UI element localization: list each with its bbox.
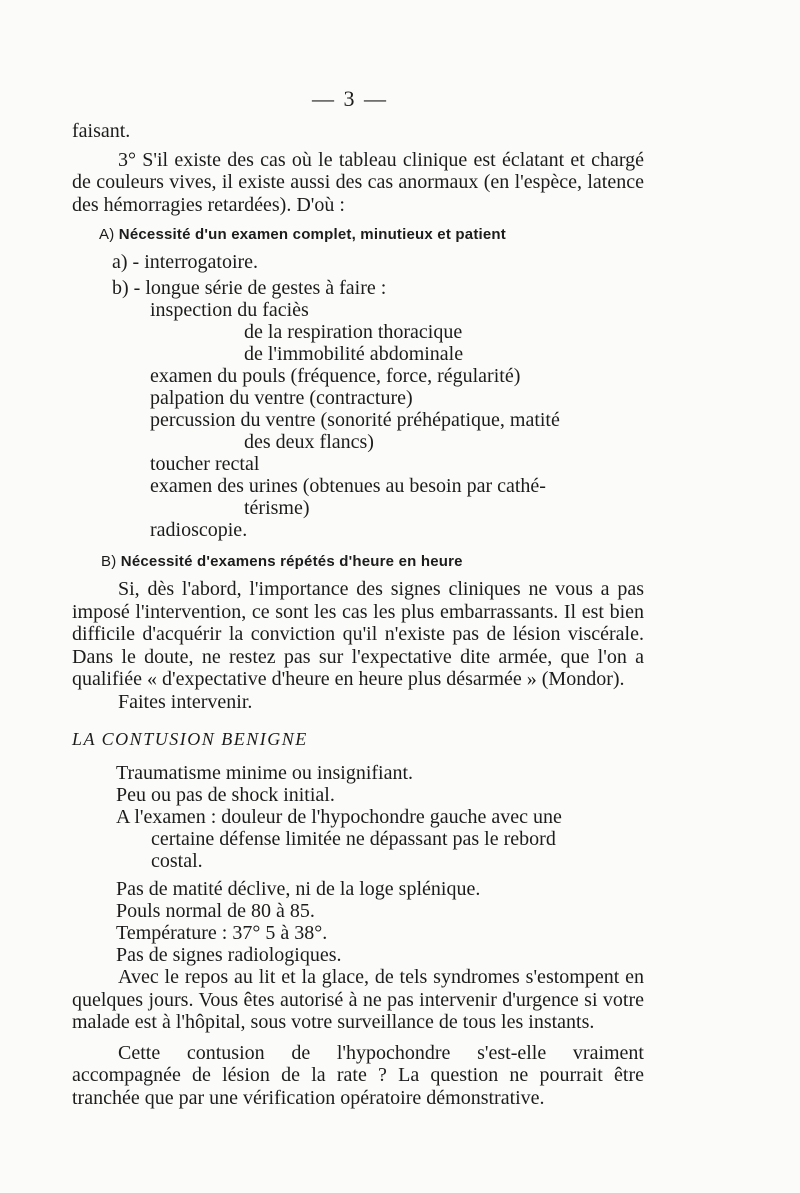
gesture-percussion: percussion du ventre (sonorité préhépatique, matité xyxy=(150,409,560,431)
contusion-line-5: Pouls normal de 80 à 85. xyxy=(116,900,315,922)
intro-line: faisant. xyxy=(72,120,131,142)
contusion-final-paragraph: Cette contusion de l'hypochondre s'est-elle vraiment accompagnée de lésion de la rate ? La question ne pourrait être tranchée que par une vérification opératoire démonstrative. xyxy=(72,1041,644,1109)
gesture-inspection: inspection du faciès xyxy=(150,299,309,321)
contusion-line-1: Traumatisme minime ou insignifiant. xyxy=(116,762,414,784)
contusion-line-6: Température : 37° 5 à 38°. xyxy=(116,922,328,944)
contusion-line-3-cont-2: costal. xyxy=(151,850,203,872)
gesture-immobilite: de l'immobilité abdominale xyxy=(244,343,464,365)
section-b-heading xyxy=(101,553,644,570)
gesture-terisme: térisme) xyxy=(244,497,310,519)
gesture-respiration: de la respiration thoracique xyxy=(244,321,463,343)
contusion-line-3: A l'examen : douleur de l'hypochondre gauche avec une xyxy=(116,806,562,828)
contusion-paragraph: Avec le repos au lit et la glace, de tels syndromes s'estompent en quelques jours. Vous êtes autorisé à ne pas intervenir d'urgence si votre malade est à l'hôpital, sous votre surveillance de tous les instants. xyxy=(72,966,644,1033)
gesture-flancs: des deux flancs) xyxy=(244,431,374,453)
item-a: a) - interrogatoire. xyxy=(112,251,259,273)
gesture-pouls: examen du pouls (fréquence, force, régularité) xyxy=(150,365,521,387)
contusion-title: LA CONTUSION BENIGNE xyxy=(72,729,308,749)
contusion-line-4: Pas de matité déclive, ni de la loge splénique. xyxy=(116,878,481,900)
gesture-urines: examen des urines (obtenues au besoin par cathé- xyxy=(150,475,546,497)
section-a-label: A) xyxy=(99,226,115,243)
item-b: b) - longue série de gestes à faire : xyxy=(112,277,387,299)
gesture-palpation: palpation du ventre (contracture) xyxy=(150,387,413,409)
gesture-toucher: toucher rectal xyxy=(150,453,260,475)
section-a-title: Nécessité d'un examen complet, minutieux et patient xyxy=(118,226,506,243)
page-body xyxy=(72,120,644,1109)
section-b-closing: Faites intervenir. xyxy=(118,690,253,713)
section-b-label: B) xyxy=(101,553,117,570)
contusion-line-3-cont-1: certaine défense limitée ne dépassant pas le rebord xyxy=(151,828,556,850)
paragraph-3: 3° S'il existe des cas où le tableau clinique est éclatant et chargé de couleurs vives, il existe aussi des cas anormaux (en l'espèce, latence des hémorragies retardées). D'où : xyxy=(72,148,644,216)
contusion-line-7: Pas de signes radiologiques. xyxy=(116,944,342,966)
section-a-heading xyxy=(99,226,644,243)
section-b-title: Nécessité d'examens répétés d'heure en heure xyxy=(120,553,463,570)
page-number: — 3 — xyxy=(312,86,388,111)
section-b-paragraph: Si, dès l'abord, l'importance des signes cliniques ne vous a pas imposé l'intervention, ce sont les cas les plus embarrassants. Il est bien difficile d'acquérir la conviction qu'il n'existe pas de lésion viscérale. Dans le doute, ne restez pas sur l'expectative dite armée, que l'on a qualifiée « d'expectative d'heure en heure plus désarmée » (Mondor). xyxy=(72,578,644,690)
gesture-radioscopie: radioscopie. xyxy=(150,519,248,541)
contusion-line-2: Peu ou pas de shock initial. xyxy=(116,784,335,806)
